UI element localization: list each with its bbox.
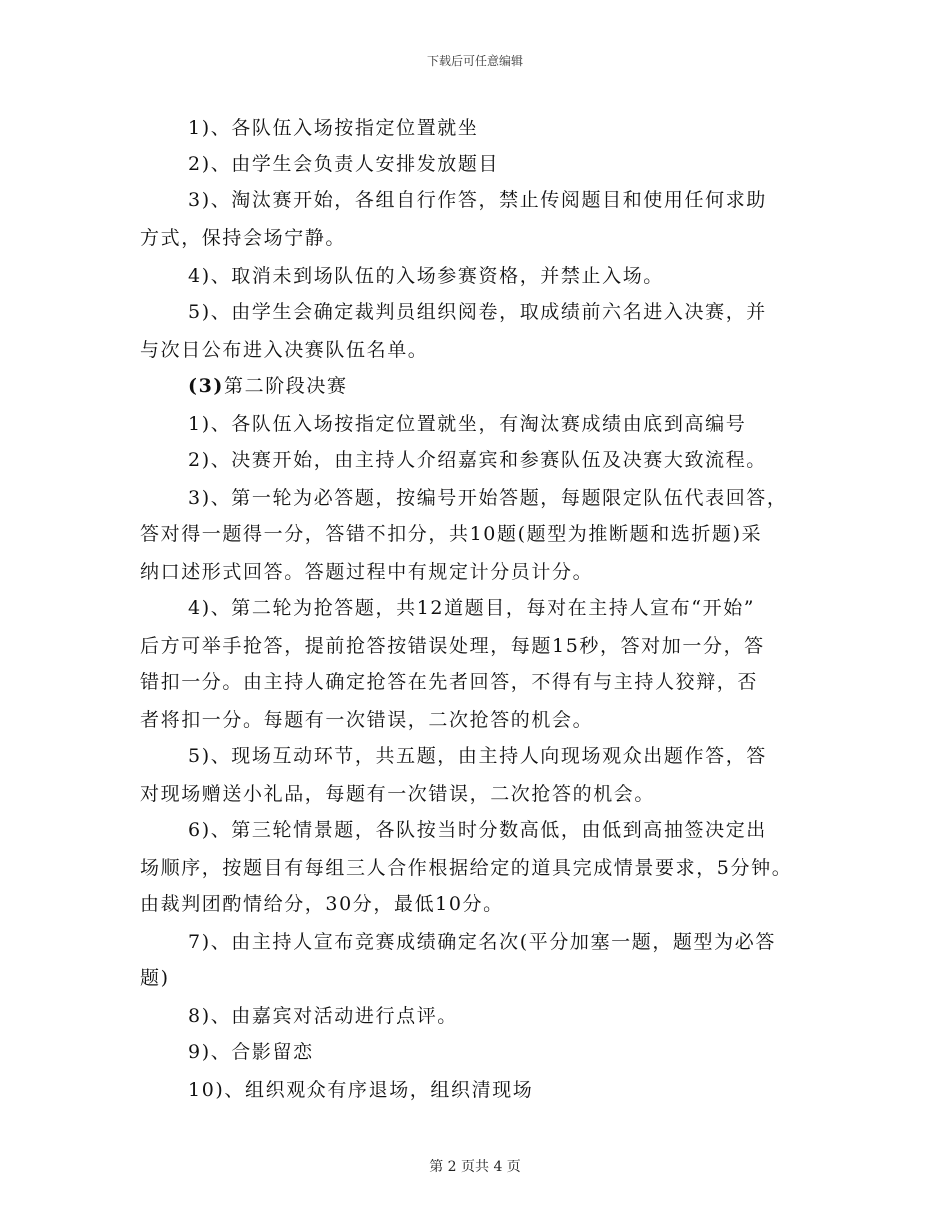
paragraph-line: 纳口述形式回答。答题过程中有规定计分员计分。 — [140, 561, 594, 583]
paragraph-line: 场顺序，按题目有每组三人合作根据给定的道具完成情景要求，5分钟。 — [140, 857, 793, 879]
paragraph-line: 5)、由学生会确定裁判员组织阅卷，取成绩前六名进入决赛，并 — [188, 301, 767, 323]
paragraph-line: 错扣一分。由主持人确定抢答在先者回答，不得有与主持人狡辩，否 — [140, 671, 759, 693]
paragraph-line: 与次日公布进入决赛队伍名单。 — [140, 339, 429, 361]
paragraph-line: 者将扣一分。每题有一次错误，二次抢答的机会。 — [140, 709, 594, 731]
section-title: 第二阶段决赛 — [224, 375, 348, 397]
page-header: 下载后可任意编辑 — [426, 54, 523, 68]
paragraph-line: 5)、现场互动环节，共五题，由主持人向现场观众出题作答，答 — [188, 745, 767, 767]
paragraph-line: 3)、第一轮为必答题，按编号开始答题，每题限定队伍代表回答， — [188, 487, 788, 509]
paragraph-line: 方式，保持会场宁静。 — [140, 227, 347, 249]
paragraph-line: 7)、由主持人宣布竞赛成绩确定名次(平分加塞一题，题型为必答 — [188, 931, 776, 953]
paragraph-line: 4)、取消未到场队伍的入场参赛资格，并禁止入场。 — [188, 265, 664, 287]
paragraph-line: 答对得一题得一分，答错不扣分，共10题(题型为推断题和选折题)采 — [140, 523, 763, 545]
paragraph-line: 6)、第三轮情景题，各队按当时分数高低，由低到高抽签决定出 — [188, 819, 767, 841]
paragraph-line: 对现场赠送小礼品，每题有一次错误，二次抢答的机会。 — [140, 783, 656, 805]
paragraph-line: 题) — [140, 967, 170, 989]
paragraph-line: 2)、由学生会负责人安排发放题目 — [188, 153, 500, 175]
paragraph-line: 后方可举手抢答，提前抢答按错误处理，每题15秒，答对加一分，答 — [140, 635, 765, 657]
paragraph-line: 8)、由嘉宾对活动进行点评。 — [188, 1005, 458, 1027]
paragraph-line: 1)、各队伍入场按指定位置就坐 — [188, 117, 479, 139]
paragraph-line: 3)、淘汰赛开始，各组自行作答，禁止传阅题目和使用任何求助 — [188, 189, 767, 211]
section-heading — [188, 374, 348, 398]
paragraph-line: 4)、第二轮为抢答题，共12道题目，每对在主持人宣布“开始” — [188, 597, 756, 619]
paragraph-line: 由裁判团酌情给分，30分，最低10分。 — [140, 893, 504, 915]
page-footer: 第 2 页共 4 页 — [429, 1159, 521, 1175]
paragraph-line: 1)、各队伍入场按指定位置就坐，有淘汰赛成绩由底到高编号 — [188, 413, 747, 435]
paragraph-line: 2)、决赛开始，由主持人介绍嘉宾和参赛队伍及决赛大致流程。 — [188, 449, 767, 471]
paragraph-line: 10)、组织观众有序退场，组织清现场 — [188, 1079, 534, 1101]
section-number: (3) — [188, 375, 224, 397]
paragraph-line: 9)、合影留恋 — [188, 1041, 314, 1063]
